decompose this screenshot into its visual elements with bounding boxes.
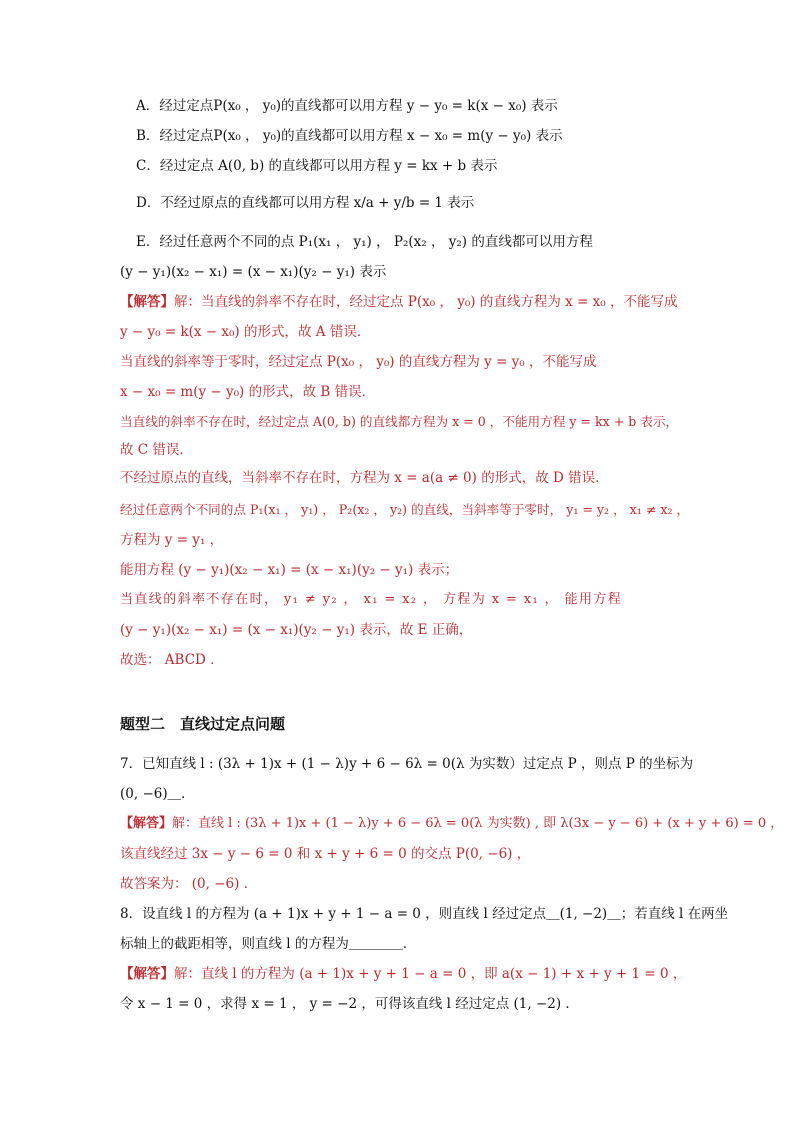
solution-text: 当直线的斜率不存在时， y₁ ≠ y₂ ， x₁ = x₂ ， 方程为 x = x₁ ， 能用方程 bbox=[120, 592, 623, 607]
q7-line1 bbox=[120, 754, 693, 774]
solution-text: x − x₀ = m(y − y₀) 的形式，故 B 错误． bbox=[120, 384, 376, 400]
q7-solution-line2 bbox=[120, 844, 530, 864]
question-text: 8．设直线 l 的方程为 (a + 1)x + y + 1 − a = 0 ，则直线 l 经过定点 bbox=[120, 906, 547, 922]
option-b-text: B．经过定点P(x₀ ， y₀)的直线都可以用方程 x − x₀ = m(y − y₀) 表示 bbox=[136, 128, 563, 144]
solution6-line2 bbox=[120, 322, 370, 342]
solution6-line10 bbox=[120, 560, 458, 580]
question-text: 7．已知直线 l : (3λ + 1)x + (1 − λ)y + 6 − 6λ = 0(λ 为实数）过定点 P ，则点 P 的坐标为 bbox=[120, 756, 694, 772]
answer-tag: 【解答】 bbox=[120, 966, 174, 982]
q7-solution-line1 bbox=[120, 814, 783, 834]
question-text: ＿． bbox=[167, 786, 195, 802]
solution-text: 令 x − 1 = 0 ，求得 x = 1 ， y = −2 ，可得该直线 l 经过定点 (1, −2) ． bbox=[120, 996, 579, 1012]
solution-text: 当直线的斜率不存在时，经过定点 A(0, b) 的直线都方程为 x = 0 ，不能用方程 y = kx + b 表示， bbox=[120, 414, 679, 429]
option-a-text: A．经过定点P(x₀ ， y₀)的直线都可以用方程 y − y₀ = k(x − x₀) 表示 bbox=[136, 98, 558, 114]
solution6-line11 bbox=[120, 590, 622, 610]
section-title-text: 题型二 直线过定点问题 bbox=[120, 715, 286, 733]
q8-solution-line1 bbox=[120, 964, 686, 984]
q7-solution-line3 bbox=[120, 874, 257, 894]
q8-line1 bbox=[120, 904, 728, 924]
option-a bbox=[136, 96, 558, 116]
option-e-text-2: (y − y₁)(x₂ − x₁) = (x − x₁)(y₂ − y₁) 表示 bbox=[120, 264, 387, 280]
option-d bbox=[136, 193, 474, 213]
solution6-line13 bbox=[120, 650, 224, 670]
solution6-line1 bbox=[120, 292, 677, 312]
solution6-line6 bbox=[120, 440, 193, 460]
solution-text: 能用方程 (y − y₁)(x₂ − x₁) = (x − x₁)(y₂ − y₁) 表示； bbox=[120, 562, 459, 578]
solution6-line12 bbox=[120, 620, 472, 640]
answer-tag: 【解答】 bbox=[120, 816, 173, 831]
solution-text: 当直线的斜率等于零时，经过定点 P(x₀ ， y₀) 的直线方程为 y = y₀ ，不能写成 bbox=[120, 354, 597, 370]
solution-text: (y − y₁)(x₂ − x₁) = (x − x₁)(y₂ − y₁) 表示，故 E 正确， bbox=[120, 622, 473, 638]
solution-text: 解：直线 l : (3λ + 1)x + (1 − λ)y + 6 − 6λ = 0(λ 为实数) , 即 λ(3x − y − 6) + (x + y + 6) = 0 ， bbox=[172, 816, 784, 831]
solution-text: 解：当直线的斜率不存在时，经过定点 P(x₀ ， y₀) 的直线方程为 x = x₀ ，不能写成 bbox=[174, 294, 678, 310]
option-d-text: D．不经过原点的直线都可以用方程 x/a + y/b = 1 表示 bbox=[136, 195, 475, 211]
question-text: ；若直线 l 在两坐 bbox=[620, 906, 729, 922]
solution6-line5 bbox=[120, 412, 678, 432]
solution6-line3 bbox=[120, 352, 597, 372]
solution-text: y − y₀ = k(x − x₀) 的形式，故 A 错误． bbox=[120, 324, 371, 340]
q8-answer-blank: ＿(1, −2)＿ bbox=[546, 906, 621, 922]
solution-text: 故选： ABCD ． bbox=[120, 652, 224, 668]
solution-text: 故答案为： (0, −6) ． bbox=[120, 876, 258, 892]
section-title bbox=[120, 714, 285, 734]
q7-answer-blank: (0, −6) bbox=[120, 786, 168, 802]
option-e-text: E．经过任意两个不同的点 P₁(x₁ ， y₁) ， P₂(x₂ ， y₂) 的直线都可以用方程 bbox=[136, 234, 593, 250]
option-c-text: C．经过定点 A(0, b) 的直线都可以用方程 y = kx + b 表示 bbox=[136, 158, 498, 174]
q8-line2 bbox=[120, 934, 416, 954]
q8-solution-line2 bbox=[120, 994, 579, 1014]
solution-text: 方程为 y = y₁ ， bbox=[120, 532, 224, 548]
solution-text: 该直线经过 3x − y − 6 = 0 和 x + y + 6 = 0 的交点 P(0, −6) ， bbox=[120, 846, 531, 862]
solution-text: 不经过原点的直线，当斜率不存在时，方程为 x = a(a ≠ 0) 的形式，故 D 错误． bbox=[120, 470, 609, 486]
answer-tag: 【解答】 bbox=[120, 294, 174, 310]
solution6-line9 bbox=[120, 530, 223, 550]
solution6-line7 bbox=[120, 468, 609, 488]
solution6-line8 bbox=[120, 500, 689, 520]
option-e bbox=[136, 232, 593, 252]
solution-text: 经过任意两个不同的点 P₁(x₁ ， y₁) ， P₂(x₂ ， y₂) 的直线，当斜率等于零时， y₁ = y₂ ， x₁ ≠ x₂ ， bbox=[120, 502, 690, 517]
solution6-line4 bbox=[120, 382, 375, 402]
q7-line2 bbox=[120, 784, 195, 804]
option-c bbox=[136, 156, 497, 176]
option-e-continued bbox=[120, 262, 386, 282]
solution-text: 故 C 错误． bbox=[120, 442, 193, 458]
solution-text: 解：直线 l 的方程为 (a + 1)x + y + 1 − a = 0 ，即 a(x − 1) + x + y + 1 = 0 ， bbox=[174, 966, 687, 982]
question-text: 标轴上的截距相等，则直线 l 的方程为＿＿＿＿． bbox=[120, 936, 417, 952]
option-b bbox=[136, 126, 563, 146]
